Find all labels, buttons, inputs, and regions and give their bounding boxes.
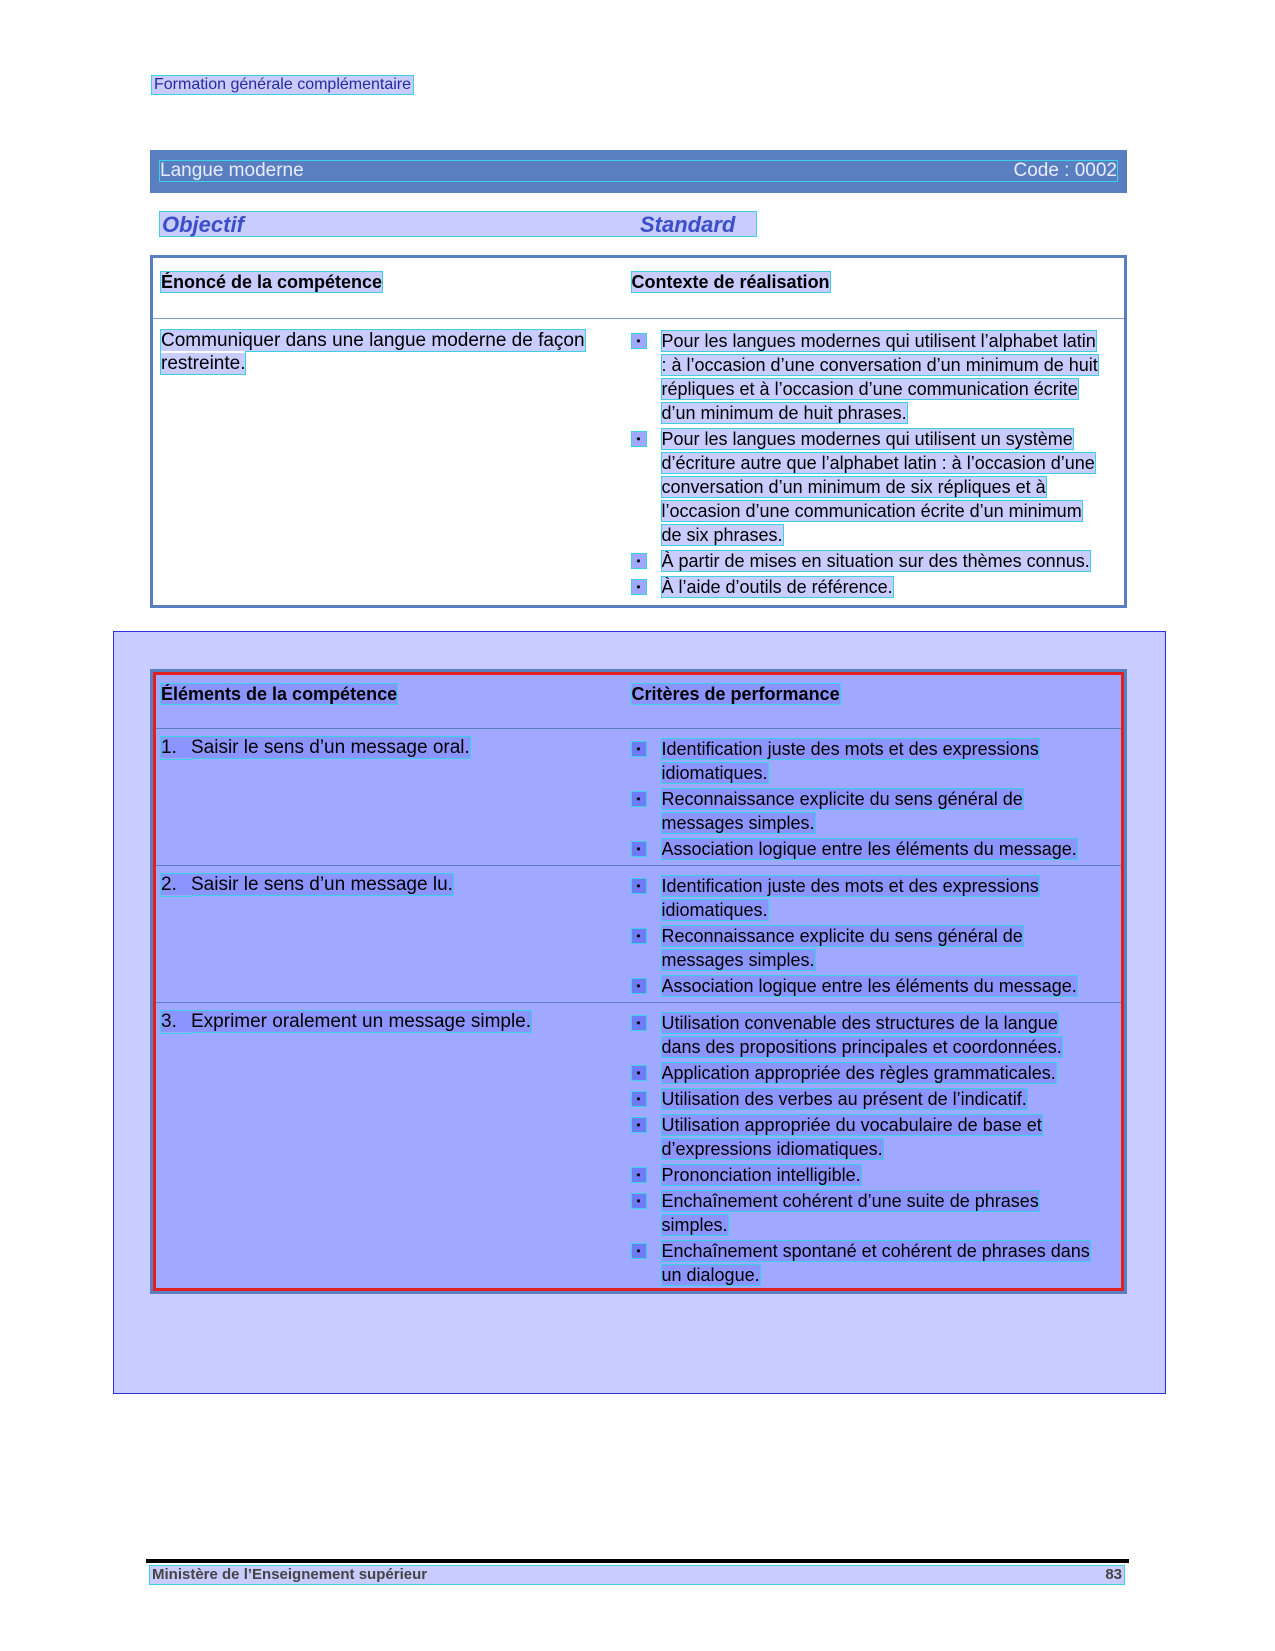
bullet-item xyxy=(632,837,1102,861)
bullet-icon: • xyxy=(632,1194,646,1208)
bullet-text: Utilisation appropriée du vocabulaire de base et d’expressions idiomatiques. xyxy=(661,1115,1042,1159)
bullet-icon: • xyxy=(632,792,646,806)
bullet-item xyxy=(632,1061,1102,1085)
footer-ministry: Ministère de l’Enseignement supérieur xyxy=(152,1566,428,1583)
bullet-icon: • xyxy=(632,879,646,893)
bullet-item xyxy=(632,1239,1102,1287)
bullet-item xyxy=(632,1011,1102,1059)
bullet-item xyxy=(632,1113,1102,1161)
course-code: Code : 0002 xyxy=(1013,160,1117,181)
bullet-text: Utilisation convenable des structures de la langue dans des propositions principales et coordonnées. xyxy=(661,1013,1062,1057)
bullet-text: Reconnaissance explicite du sens général de messages simples. xyxy=(661,926,1023,970)
page-number: 83 xyxy=(1105,1566,1122,1583)
bullet-text: Enchaînement spontané et cohérent de phrases dans un dialogue. xyxy=(661,1241,1090,1285)
bullet-item xyxy=(632,874,1102,922)
page-footer xyxy=(150,1566,1124,1584)
bullet-text: Utilisation des verbes au présent de l’indicatif. xyxy=(661,1089,1027,1109)
bullet-text: Reconnaissance explicite du sens général de messages simples. xyxy=(661,789,1023,833)
competence-statement: Communiquer dans une langue moderne de façon restreinte. xyxy=(161,330,585,374)
running-header: Formation générale complémentaire xyxy=(154,76,412,93)
bullet-icon: • xyxy=(632,334,646,348)
bullet-item xyxy=(632,1163,1102,1187)
bullet-item xyxy=(632,427,1102,547)
context-list xyxy=(632,329,1125,599)
criteria-list xyxy=(632,874,1125,998)
bullet-item xyxy=(632,575,1102,599)
bullet-icon: • xyxy=(632,554,646,568)
course-title-bar xyxy=(150,150,1127,193)
bullet-icon: • xyxy=(632,1244,646,1258)
bullet-icon: • xyxy=(632,1066,646,1080)
element-text: Saisir le sens d’un message lu. xyxy=(191,874,453,895)
element-number: 2. xyxy=(161,874,177,895)
bullet-icon: • xyxy=(632,742,646,756)
competence-element xyxy=(161,1011,632,1033)
bullet-icon: • xyxy=(632,432,646,446)
competence-element xyxy=(161,874,632,896)
course-title: Langue moderne xyxy=(160,160,304,181)
header-criteres: Critères de performance xyxy=(631,684,840,704)
bullet-item xyxy=(632,329,1102,425)
bullet-text: Pour les langues modernes qui utilisent un système d’écriture autre que l’alphabet latin : à l’occasion d’une conversation d’un minimum de six répliques et à l’occasion d’une communication écrite d’un minimum de six phrases. xyxy=(661,429,1095,545)
bullet-text: Application appropriée des règles grammaticales. xyxy=(661,1063,1056,1083)
element-number: 3. xyxy=(161,1011,177,1032)
bullet-text: Association logique entre les éléments du message. xyxy=(661,976,1077,996)
objective-standard-row xyxy=(160,212,756,236)
performance-criteria-table xyxy=(150,669,1127,1294)
bullet-item xyxy=(632,787,1102,835)
header-contexte: Contexte de réalisation xyxy=(631,272,830,292)
competence-element-row xyxy=(152,1003,1126,1293)
bullet-text: Identification juste des mots et des expressions idiomatiques. xyxy=(661,739,1039,783)
bullet-item xyxy=(632,549,1102,573)
bullet-icon: • xyxy=(632,1118,646,1132)
bullet-icon: • xyxy=(632,1092,646,1106)
bullet-item xyxy=(632,737,1102,785)
bullet-text: Identification juste des mots et des expressions idiomatiques. xyxy=(661,876,1039,920)
bullet-text: Association logique entre les éléments du message. xyxy=(661,839,1077,859)
competence-element-row xyxy=(152,729,1126,866)
header-elements: Éléments de la compétence xyxy=(161,684,398,704)
element-text: Exprimer oralement un message simple. xyxy=(191,1011,532,1032)
bullet-text: Enchaînement cohérent d’une suite de phrases simples. xyxy=(661,1191,1039,1235)
bullet-icon: • xyxy=(632,979,646,993)
competence-statement-table xyxy=(150,255,1127,608)
standard-label: Standard xyxy=(640,212,736,237)
criteria-list xyxy=(632,1011,1125,1287)
bullet-item xyxy=(632,974,1102,998)
bullet-icon: • xyxy=(632,580,646,594)
bullet-icon: • xyxy=(632,1168,646,1182)
element-text: Saisir le sens d’un message oral. xyxy=(191,737,470,758)
bullet-icon: • xyxy=(632,842,646,856)
bullet-text: Prononciation intelligible. xyxy=(661,1165,861,1185)
footer-rule xyxy=(146,1559,1129,1563)
bullet-icon: • xyxy=(632,929,646,943)
header-enonce: Énoncé de la compétence xyxy=(161,272,383,292)
objectif-label: Objectif xyxy=(162,212,244,237)
bullet-text: Pour les langues modernes qui utilisent l’alphabet latin : à l’occasion d’une conversation d’un minimum de huit répliques et à l’occasion d’une communication écrite d’un minimum de huit phrases. xyxy=(661,331,1098,423)
competence-element-row xyxy=(152,866,1126,1003)
competence-element xyxy=(161,737,632,759)
bullet-item xyxy=(632,924,1102,972)
bullet-item xyxy=(632,1087,1102,1111)
bullet-text: À l’aide d’outils de référence. xyxy=(661,577,893,597)
bullet-item xyxy=(632,1189,1102,1237)
bullet-text: À partir de mises en situation sur des thèmes connus. xyxy=(661,551,1090,571)
element-number: 1. xyxy=(161,737,177,758)
bullet-icon: • xyxy=(632,1016,646,1030)
criteria-list xyxy=(632,737,1125,861)
